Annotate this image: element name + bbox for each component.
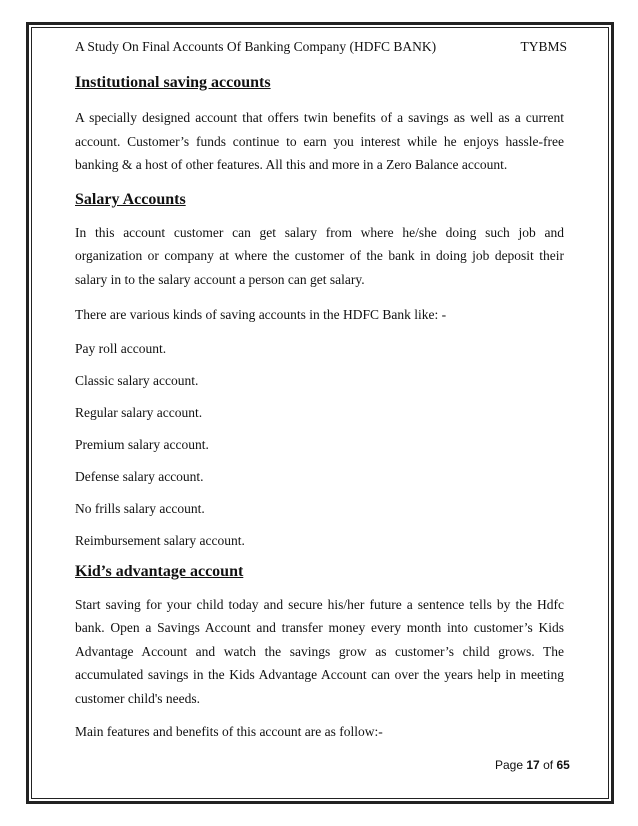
list-item: No frills salary account. (75, 500, 205, 516)
paragraph-kids-features-intro: Main features and benefits of this account are as follow:- (75, 724, 383, 739)
page-content (75, 72, 564, 744)
header-title: A Study On Final Accounts Of Banking Company (HDFC BANK) (75, 39, 437, 54)
list-item: Premium salary account. (75, 436, 209, 452)
page-footer (495, 758, 570, 772)
footer-of-label: of (543, 758, 554, 772)
footer-total-pages: 65 (556, 758, 570, 772)
paragraph-salary: In this account customer can get salary from where he/she doing such job and organization or company at where the customer of the bank in doing job deposit their salary in to the salary account a person can get salary. (75, 224, 564, 287)
footer-page-number: 17 (526, 758, 540, 772)
paragraph-institutional: A specially designed account that offers twin benefits of a savings as well as a current account. Customer’s funds continue to earn you interest while he enjoys hassle-free banking & a host of other features. All this and more in a Zero Balance account. (75, 110, 564, 172)
footer-page-label: Page (495, 758, 524, 772)
list-item: Pay roll account. (75, 340, 167, 356)
heading-institutional-saving-accounts: Institutional saving accounts (75, 74, 271, 91)
header-course: TYBMS (520, 39, 567, 54)
paragraph-kids: Start saving for your child today and secure his/her future a sentence tells by the Hdfc bank. Open a Savings Account and transfer money every month into customer’s Kids Advantage Account and watch the savings grow as customer’s child grows. The accumulated savings in the Kids Advantage Account can over the years help in meeting customer child's needs. (75, 596, 564, 706)
list-item: Regular salary account. (75, 404, 203, 420)
paragraph-salary-intro: There are various kinds of saving accounts in the HDFC Bank like: - (75, 307, 447, 322)
page-header (75, 39, 567, 55)
list-item: Reimbursement salary account. (75, 532, 245, 548)
heading-salary-accounts: Salary Accounts (75, 190, 186, 208)
heading-kids-advantage-account: Kid’s advantage account (75, 562, 244, 580)
list-item: Defense salary account. (75, 468, 204, 484)
list-item: Classic salary account. (75, 372, 199, 388)
salary-account-list (75, 339, 564, 551)
